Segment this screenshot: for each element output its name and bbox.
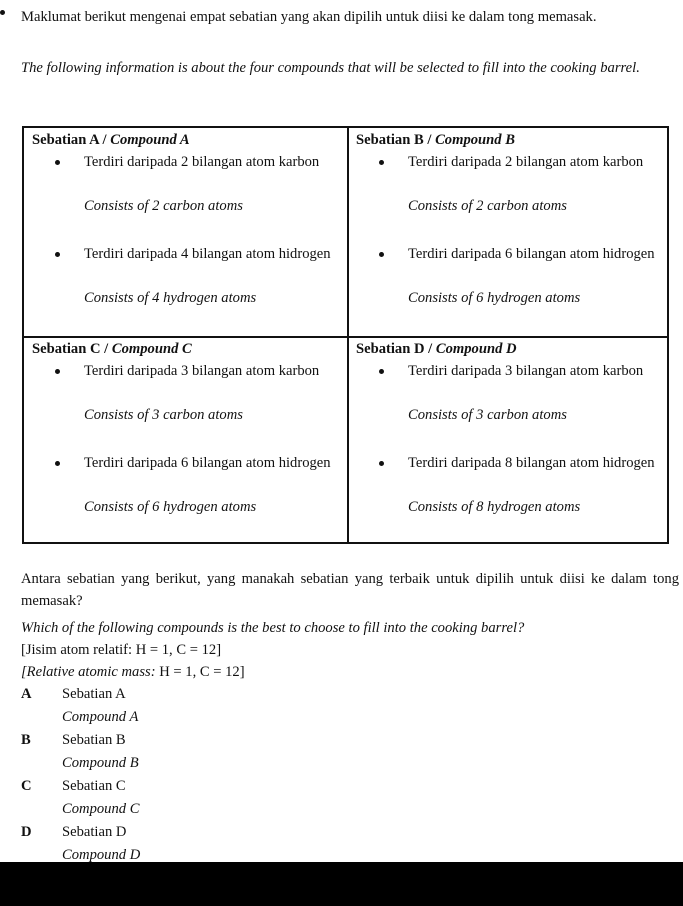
bullet-icon [379, 461, 384, 466]
compound-d-cell: Sebatian D / Compound D Terdiri daripada 3 bilangan atom karbon Consists of 3 carbon atoms Terdiri daripada 8 bilangan atom hidrogen Consists of 8 hydrogen atoms [356, 338, 674, 542]
question-english: Which of the following compounds is the best to choose to fill into the cooking barrel? [21, 620, 525, 636]
bullet-icon [55, 369, 60, 374]
bullet-icon [379, 160, 384, 165]
compound-table [22, 126, 669, 544]
compound-c-cell: Sebatian C / Compound C Terdiri daripada 3 bilangan atom karbon Consists of 3 carbon atoms Terdiri daripada 6 bilangan atom hidrogen Consists of 6 hydrogen atoms [32, 338, 350, 542]
bullet-icon [55, 252, 60, 257]
intro-english: The following information is about the four compounds that will be selected to fill into the cooking barrel. [21, 60, 640, 76]
relative-mass-english: [Relative atomic mass: H = 1, C = 12] [21, 664, 245, 680]
bullet-icon [379, 369, 384, 374]
question-page: Maklumat berikut mengenai empat sebatian yang akan dipilih untuk diisi ke dalam tong memasak. The following information is about the four compounds that will be selected to fill into the cooking barrel. Sebatian A / Compound A Terdiri daripada 2 bilangan atom karbon Consists of 2 carbon atoms Terdiri daripada 4 bilangan atom hidrogen Consists of 4 hydrogen atoms Sebatian B / Compound B Terdiri daripada 2 bilangan atom karbon Consists of 2 carbon atoms Terdiri daripada 6 bilangan atom hidrogen Consists of 6 hydrogen atoms Sebatian C / Compound C Terdiri daripada 3 bilangan atom karbon Consists of 3 carbon atoms Terdiri daripada 6 bilangan atom hidrogen Consists of 6 hydrogen atoms Sebatian D / Compound D Terdiri daripada 3 bilangan atom karbon Consists of 3 carbon atoms Terdiri daripada 8 bilangan atom hidrogen Consists of 8 hydrogen atoms Antara sebatian yang berikut, yang manakah sebatian yang terbaik untuk dipilih untuk diisi ke dalam tong memasak? Which of the following compounds is the best to choose to fill into the cooking barrel? [Jisim atom relatif: H = 1, C = 12] [Relative atomic mass: H = 1, C = 12] A Sebatian A Compound A B Sebatian B Compound B C Sebatian C Compound C D Sebatian D Compound D [0, 0, 683, 862]
intro-malay: Maklumat berikut mengenai empat sebatian yang akan dipilih untuk diisi ke dalam tong memasak. [21, 9, 597, 25]
bullet-icon [55, 461, 60, 466]
compound-b-cell: Sebatian B / Compound B Terdiri daripada 2 bilangan atom karbon Consists of 2 carbon atoms Terdiri daripada 6 bilangan atom hidrogen Consists of 6 hydrogen atoms [356, 129, 674, 333]
compound-a-title: Sebatian A / Compound A [32, 132, 190, 148]
bullet-icon [379, 252, 384, 257]
compound-d-title: Sebatian D / Compound D [356, 341, 517, 357]
question-malay: Antara sebatian yang berikut, yang manakah sebatian yang terbaik untuk dipilih untuk diisi ke dalam tong memasak? [21, 571, 679, 609]
compound-c-title: Sebatian C / Compound C [32, 341, 192, 357]
question-number-mark [0, 10, 5, 15]
compound-b-title: Sebatian B / Compound B [356, 132, 515, 148]
bullet-icon [55, 160, 60, 165]
relative-mass-malay: [Jisim atom relatif: H = 1, C = 12] [21, 642, 222, 658]
compound-a-cell: Sebatian A / Compound A Terdiri daripada 2 bilangan atom karbon Consists of 2 carbon atoms Terdiri daripada 4 bilangan atom hidrogen Consists of 4 hydrogen atoms [32, 129, 350, 333]
